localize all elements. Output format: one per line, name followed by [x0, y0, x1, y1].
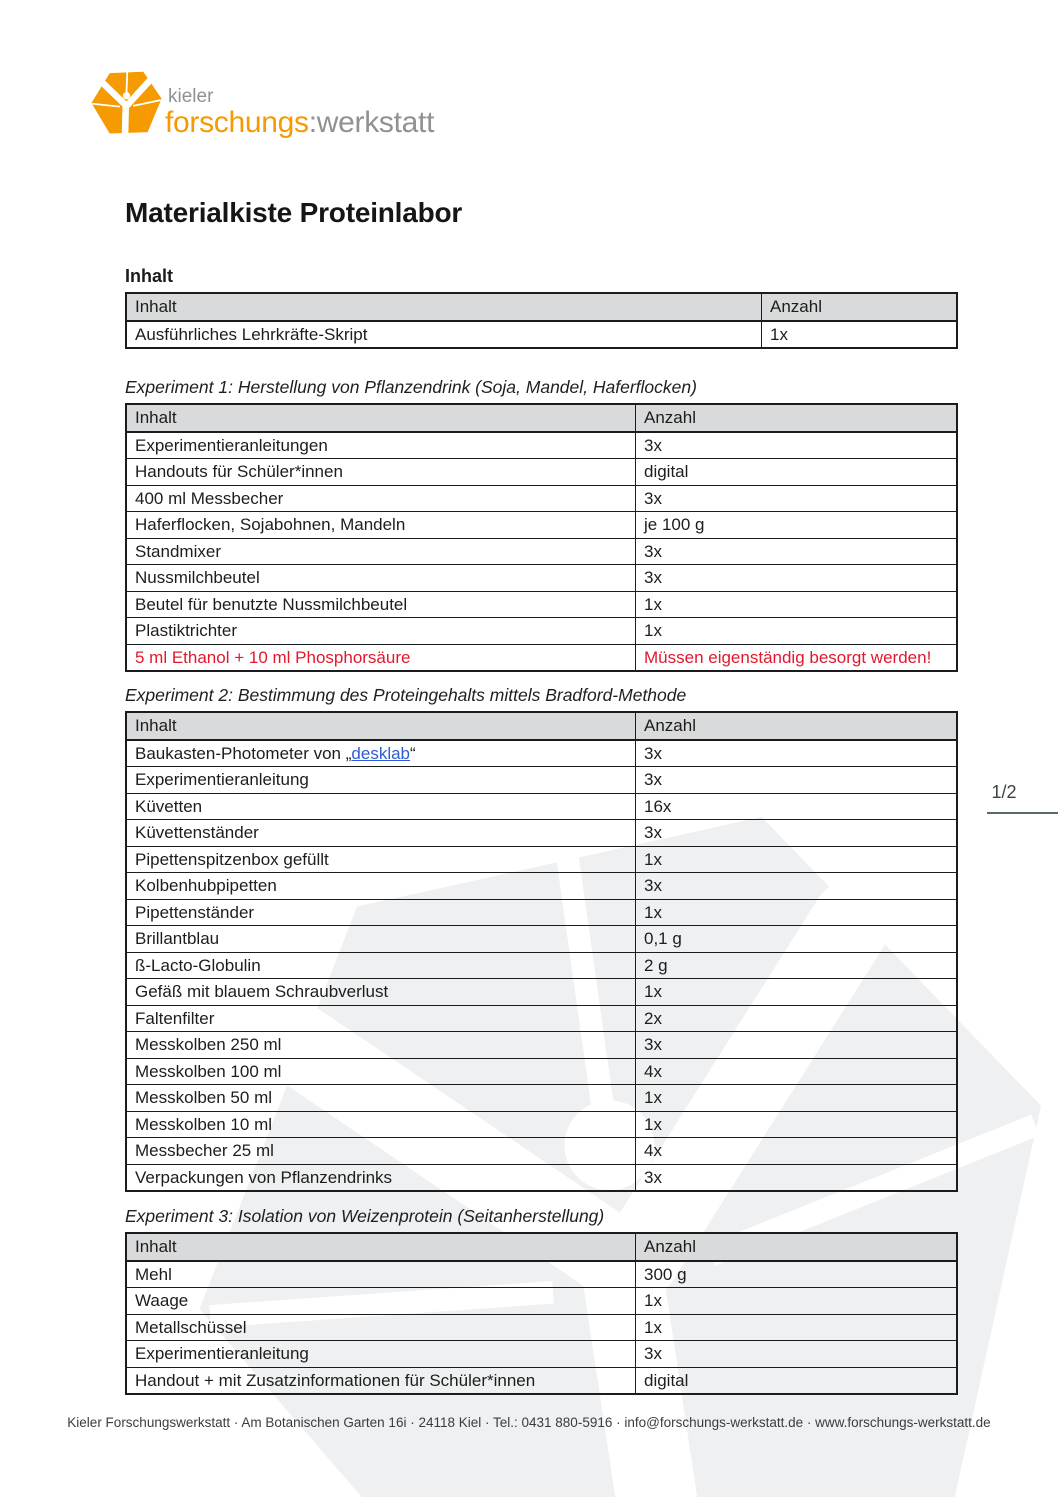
cell-inhalt: Experimentieranleitungen: [126, 432, 636, 459]
cell-anzahl: 3x: [636, 1164, 958, 1191]
cell-anzahl: digital: [636, 1367, 958, 1394]
cell-inhalt: Messkolben 100 ml: [126, 1058, 636, 1085]
cell-inhalt: Kolbenhubpipetten: [126, 873, 636, 900]
cell-inhalt: 5 ml Ethanol + 10 ml Phosphorsäure: [126, 644, 636, 671]
table-row: [126, 538, 957, 565]
table-row: [126, 952, 957, 979]
section-inhalt: [125, 265, 958, 349]
logo-brand-text: [165, 107, 434, 138]
cell-anzahl: 1x: [636, 1314, 958, 1341]
column-header-anzahl: Anzahl: [636, 712, 958, 740]
table-row: [126, 767, 957, 794]
table-row: [126, 512, 957, 539]
cell-anzahl: 3x: [636, 820, 958, 847]
table-row: [126, 618, 957, 645]
cell-anzahl: 2x: [636, 1005, 958, 1032]
table-row: [126, 1058, 957, 1085]
logo-wordmark: [165, 71, 434, 138]
cell-anzahl: 0,1 g: [636, 926, 958, 953]
logo-brand-gray: :werkstatt: [308, 106, 435, 139]
cell-inhalt: Faltenfilter: [126, 1005, 636, 1032]
table-row: [126, 1341, 957, 1368]
cell-inhalt: Mehl: [126, 1261, 636, 1288]
table-row: [126, 1085, 957, 1112]
cell-inhalt: Handouts für Schüler*innen: [126, 459, 636, 486]
cell-anzahl: 1x: [636, 1288, 958, 1315]
page-title: Materialkiste Proteinlabor: [125, 197, 463, 228]
cell-anzahl: 3x: [636, 432, 958, 459]
cell-anzahl: 1x: [636, 1085, 958, 1112]
cell-anzahl: 3x: [636, 767, 958, 794]
table-row: [126, 1138, 957, 1165]
table-row: [126, 820, 957, 847]
table-row: [126, 846, 957, 873]
materials-table-inhalt: [125, 292, 958, 349]
cell-inhalt: Waage: [126, 1288, 636, 1315]
column-header-anzahl: Anzahl: [636, 1233, 958, 1261]
logo-brand-orange: forschungs: [165, 106, 309, 139]
cell-inhalt: Haferflocken, Sojabohnen, Mandeln: [126, 512, 636, 539]
section-heading: Experiment 2: Bestimmung des Proteingehalts mittels Bradford-Methode: [125, 685, 687, 705]
materials-table-experiment-3: [125, 1232, 958, 1395]
cell-anzahl: digital: [636, 459, 958, 486]
page-number: 1/2: [991, 782, 1017, 802]
cell-inhalt: Messkolben 10 ml: [126, 1111, 636, 1138]
cell-anzahl: 4x: [636, 1138, 958, 1165]
cell-inhalt: Pipettenspitzenbox gefüllt: [126, 846, 636, 873]
section-heading: Experiment 1: Herstellung von Pflanzendrink (Soja, Mandel, Haferflocken): [125, 377, 697, 397]
cell-anzahl: Müssen eigenständig besorgt werden!: [636, 644, 958, 671]
cell-anzahl: 1x: [636, 979, 958, 1006]
column-header-anzahl: Anzahl: [762, 293, 958, 321]
table-row: [126, 873, 957, 900]
cell-anzahl: 3x: [636, 1032, 958, 1059]
footer-contact-line: Kieler Forschungswerkstatt · Am Botanischen Garten 16i · 24118 Kiel · Tel.: 0431 880-5916 · info@forschungs-werkstatt.de · www.forschungs-werkstatt.de: [67, 1415, 991, 1430]
cell-inhalt: Küvetten: [126, 793, 636, 820]
cell-inhalt: Pipettenständer: [126, 899, 636, 926]
column-header-anzahl: Anzahl: [636, 404, 958, 432]
cell-anzahl: 3x: [636, 740, 958, 767]
table-row: [126, 485, 957, 512]
table-row: [126, 899, 957, 926]
cell-inhalt: Messbecher 25 ml: [126, 1138, 636, 1165]
cell-inhalt: Baukasten-Photometer von „desklab“: [126, 740, 636, 767]
table-row: [126, 1164, 957, 1191]
column-header-inhalt: Inhalt: [126, 404, 636, 432]
cell-inhalt: Messkolben 50 ml: [126, 1085, 636, 1112]
cell-anzahl: 1x: [636, 591, 958, 618]
cell-anzahl: 2 g: [636, 952, 958, 979]
table-row: [126, 565, 957, 592]
cell-anzahl: 3x: [636, 873, 958, 900]
table-row: [126, 740, 957, 767]
cell-inhalt: Nussmilchbeutel: [126, 565, 636, 592]
cell-inhalt: Metallschüssel: [126, 1314, 636, 1341]
column-header-inhalt: Inhalt: [126, 1233, 636, 1261]
table-row: [126, 432, 957, 459]
cell-anzahl: 1x: [636, 899, 958, 926]
table-row: [126, 926, 957, 953]
column-header-inhalt: Inhalt: [126, 712, 636, 740]
section-heading: Experiment 3: Isolation von Weizenprotein (Seitanherstellung): [125, 1206, 605, 1226]
logo-kieler-text: kieler: [168, 86, 214, 107]
section-experiment-2: [125, 684, 958, 1192]
cell-anzahl: 1x: [636, 618, 958, 645]
column-header-inhalt: Inhalt: [126, 293, 762, 321]
cell-inhalt: Plastiktrichter: [126, 618, 636, 645]
cell-inhalt: Handout + mit Zusatzinformationen für Schüler*innen: [126, 1367, 636, 1394]
cell-inhalt: 400 ml Messbecher: [126, 485, 636, 512]
cell-anzahl: 16x: [636, 793, 958, 820]
table-row: [126, 1288, 957, 1315]
cell-inhalt: Experimentieranleitung: [126, 767, 636, 794]
cell-inhalt: Brillantblau: [126, 926, 636, 953]
hexagon-figure-icon: [90, 71, 163, 135]
table-row: [126, 644, 957, 671]
table-row: [126, 591, 957, 618]
cell-inhalt: Experimentieranleitung: [126, 1341, 636, 1368]
desklab-link[interactable]: desklab: [351, 743, 411, 763]
cell-anzahl: 1x: [636, 846, 958, 873]
page-number-divider: [987, 812, 1058, 814]
cell-inhalt: Gefäß mit blauem Schraubverlust: [126, 979, 636, 1006]
cell-inhalt: Küvettenständer: [126, 820, 636, 847]
cell-anzahl: je 100 g: [636, 512, 958, 539]
cell-anzahl: 3x: [636, 1341, 958, 1368]
cell-inhalt: Verpackungen von Pflanzendrinks: [126, 1164, 636, 1191]
kieler-forschungswerkstatt-logo: [90, 71, 434, 138]
table-row: [126, 1032, 957, 1059]
materials-table-experiment-1: [125, 403, 958, 672]
cell-anzahl: 3x: [636, 538, 958, 565]
cell-inhalt: Beutel für benutzte Nussmilchbeutel: [126, 591, 636, 618]
table-row: [126, 1111, 957, 1138]
section-heading: Inhalt: [125, 266, 173, 286]
table-row: [126, 1367, 957, 1394]
section-experiment-3: [125, 1205, 958, 1395]
table-row: [126, 1261, 957, 1288]
table-row: [126, 321, 957, 349]
table-row: [126, 979, 957, 1006]
cell-inhalt: Ausführliches Lehrkräfte-Skript: [126, 321, 762, 349]
cell-inhalt: Messkolben 250 ml: [126, 1032, 636, 1059]
table-row: [126, 1005, 957, 1032]
cell-inhalt: Standmixer: [126, 538, 636, 565]
cell-anzahl: 1x: [636, 1111, 958, 1138]
cell-anzahl: 3x: [636, 485, 958, 512]
cell-anzahl: 4x: [636, 1058, 958, 1085]
section-experiment-1: [125, 376, 958, 672]
cell-inhalt: ß-Lacto-Globulin: [126, 952, 636, 979]
table-row: [126, 459, 957, 486]
cell-anzahl: 3x: [636, 565, 958, 592]
table-row: [126, 793, 957, 820]
cell-anzahl: 1x: [762, 321, 958, 349]
table-row: [126, 1314, 957, 1341]
materials-table-experiment-2: [125, 711, 958, 1192]
cell-anzahl: 300 g: [636, 1261, 958, 1288]
